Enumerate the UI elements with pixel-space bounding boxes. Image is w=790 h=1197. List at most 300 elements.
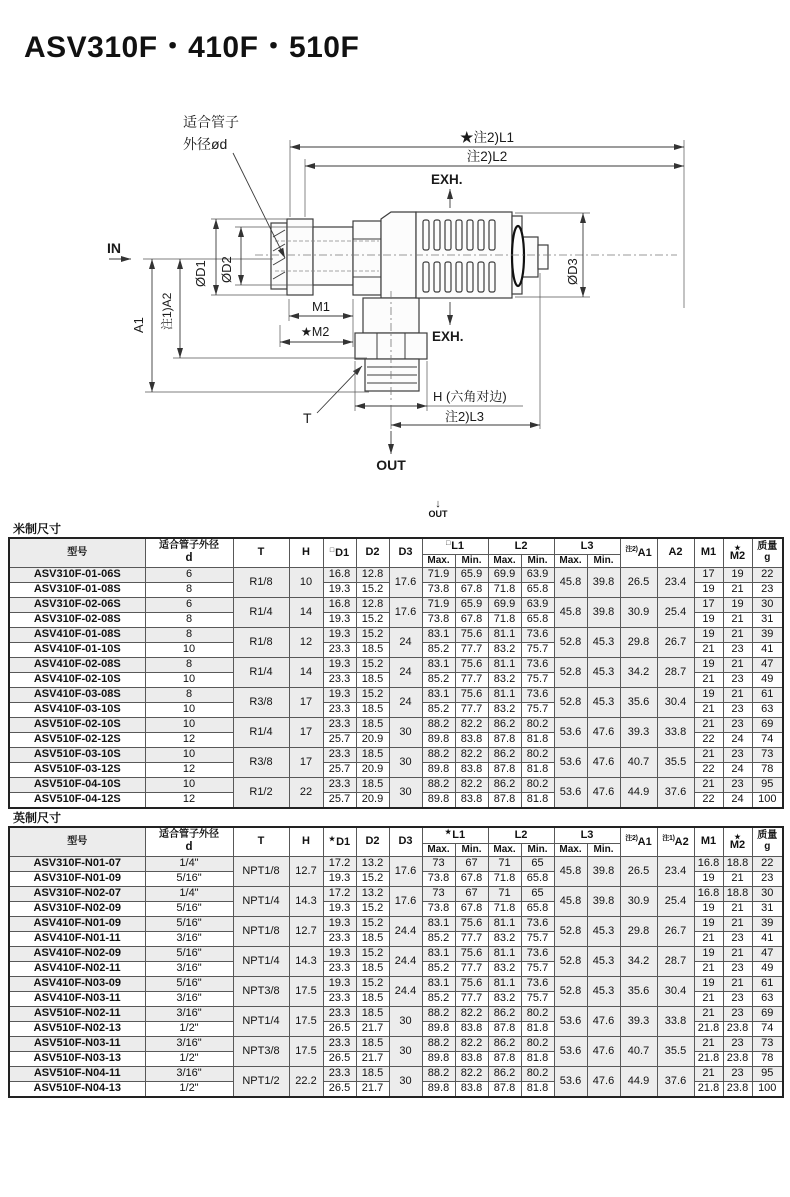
cell: NPT1/4: [233, 1007, 289, 1037]
cell: 45.3: [587, 977, 620, 1007]
cell: 21: [723, 688, 752, 703]
cell: 75.7: [521, 992, 554, 1007]
cell: 45.8: [554, 568, 587, 598]
cell: 3/16": [145, 1007, 233, 1022]
cell: 25.7: [323, 763, 356, 778]
cell: 87.8: [488, 1052, 521, 1067]
cell: 39: [752, 628, 783, 643]
cell: 78: [752, 763, 783, 778]
cell: 63.9: [521, 598, 554, 613]
cell: R1/8: [233, 628, 289, 658]
cell: 73.6: [521, 658, 554, 673]
cell: 71.8: [488, 872, 521, 887]
cell: 24.4: [389, 977, 422, 1007]
dimension-diagram: [85, 95, 705, 485]
cell: 61: [752, 977, 783, 992]
cell: 19: [694, 902, 723, 917]
imperial-table-container: [8, 826, 782, 1098]
cell: 82.2: [455, 748, 488, 763]
cell: 型号: [9, 827, 145, 857]
cell: 41: [752, 643, 783, 658]
cell: 30: [389, 778, 422, 809]
cell: 15.2: [356, 947, 389, 962]
cell: 71.9: [422, 568, 455, 583]
cell: Min.: [455, 844, 488, 857]
cell: 73: [752, 748, 783, 763]
cell: 26.5: [323, 1052, 356, 1067]
table-row: [9, 748, 783, 763]
cell: 47.6: [587, 1007, 620, 1037]
cell: 39.8: [587, 887, 620, 917]
cell: 15.2: [356, 613, 389, 628]
cell: □D1: [323, 538, 356, 568]
cell: 40.7: [620, 1037, 657, 1067]
cell: 19.3: [323, 583, 356, 598]
cell: 89.8: [422, 793, 455, 809]
cell: 19.3: [323, 947, 356, 962]
cell: 67.8: [455, 613, 488, 628]
cell: 23: [723, 1037, 752, 1052]
cell: ASV510F-04-12S: [9, 793, 145, 809]
cell: R1/2: [233, 778, 289, 809]
cell: 26.7: [657, 628, 694, 658]
cell: ASV310F-02-06S: [9, 598, 145, 613]
cell: 77.7: [455, 932, 488, 947]
cell: 17.5: [289, 977, 323, 1007]
cell: 75.7: [521, 643, 554, 658]
fit-tube-label-line1: 适合管子: [183, 114, 239, 130]
cell: 19: [694, 583, 723, 598]
cell: 24: [723, 793, 752, 809]
cell: 17: [694, 568, 723, 583]
cell: 17.6: [389, 887, 422, 917]
cell: 16.8: [694, 857, 723, 872]
cell: 65.9: [455, 598, 488, 613]
cell: 78: [752, 1052, 783, 1067]
cell: 73.6: [521, 628, 554, 643]
cell: 15.2: [356, 658, 389, 673]
table-row: [9, 1067, 783, 1082]
cell: M1: [694, 538, 723, 568]
out-port-label: OUT: [376, 457, 406, 473]
cell: 质量 g: [752, 538, 783, 568]
cell: R1/8: [233, 568, 289, 598]
cell: 23: [723, 748, 752, 763]
cell: 16.8: [323, 598, 356, 613]
cell: 29.8: [620, 628, 657, 658]
cell: 81.1: [488, 917, 521, 932]
cell: 67.8: [455, 583, 488, 598]
cell: 47.6: [587, 1067, 620, 1098]
cell: NPT3/8: [233, 977, 289, 1007]
cell: 17.6: [389, 568, 422, 598]
cell: 73.6: [521, 917, 554, 932]
cell: 24.4: [389, 947, 422, 977]
cell: 52.8: [554, 688, 587, 718]
table-row: [9, 947, 783, 962]
cell: 3/16": [145, 962, 233, 977]
cell: 3/16": [145, 1067, 233, 1082]
cell: 19.3: [323, 613, 356, 628]
cell: 22: [694, 793, 723, 809]
cell: ASV510F-N03-11: [9, 1037, 145, 1052]
cell: 83.8: [455, 793, 488, 809]
cell: 21: [723, 947, 752, 962]
cell: 81.8: [521, 793, 554, 809]
cell: Min.: [587, 844, 620, 857]
cell: 21: [694, 673, 723, 688]
cell: 16.8: [694, 887, 723, 902]
cell: 29.8: [620, 917, 657, 947]
cell: 24.4: [389, 917, 422, 947]
cell: 24: [723, 763, 752, 778]
cell: 5/16": [145, 947, 233, 962]
cell: 71.8: [488, 583, 521, 598]
cell: 23: [752, 583, 783, 598]
cell: NPT1/4: [233, 947, 289, 977]
exh-bottom-label: EXH.: [432, 329, 464, 344]
cell: NPT3/8: [233, 1037, 289, 1067]
cell: 18.5: [356, 778, 389, 793]
cell: 83.8: [455, 1022, 488, 1037]
cell: 18.5: [356, 1007, 389, 1022]
cell: 75.7: [521, 932, 554, 947]
l1-dim-label: ★注2)L1: [459, 130, 515, 145]
cell: 81.8: [521, 1052, 554, 1067]
cell: $^{注2)}$A1: [620, 538, 657, 568]
cell: 63: [752, 992, 783, 1007]
cell: 3/16": [145, 932, 233, 947]
cell: 37.6: [657, 778, 694, 809]
cell: 33.8: [657, 1007, 694, 1037]
cell: 82.2: [455, 1037, 488, 1052]
cell: 88.2: [422, 778, 455, 793]
cell: 10: [145, 703, 233, 718]
cell: 85.2: [422, 673, 455, 688]
cell: 30.9: [620, 887, 657, 917]
cell: 83.2: [488, 932, 521, 947]
out-note-label: OUT: [428, 509, 448, 519]
cell: 67.8: [455, 902, 488, 917]
cell: 26.7: [657, 917, 694, 947]
cell: 89.8: [422, 763, 455, 778]
cell: 16.8: [323, 568, 356, 583]
cell: 21: [694, 703, 723, 718]
cell: 74: [752, 733, 783, 748]
cell: 23: [723, 1007, 752, 1022]
cell: 21: [694, 1067, 723, 1082]
cell: 71: [488, 887, 521, 902]
cell: 39.3: [620, 718, 657, 748]
cell: 83.8: [455, 1052, 488, 1067]
cell: 10: [145, 643, 233, 658]
cell: 10: [145, 718, 233, 733]
cell: Max.: [422, 555, 455, 568]
cell: 74: [752, 1022, 783, 1037]
cell: 87.8: [488, 1022, 521, 1037]
cell: 13.2: [356, 857, 389, 872]
cell: 80.2: [521, 748, 554, 763]
cell: 45.8: [554, 887, 587, 917]
cell: 22: [694, 733, 723, 748]
cell: 22: [694, 763, 723, 778]
cell: T: [233, 538, 289, 568]
cell: 23: [723, 643, 752, 658]
in-port-label: IN: [107, 240, 121, 256]
cell: 52.8: [554, 947, 587, 977]
cell: ASV510F-03-12S: [9, 763, 145, 778]
cell: 83.1: [422, 977, 455, 992]
cell: 53.6: [554, 1037, 587, 1067]
cell: 17.6: [389, 598, 422, 628]
cell: 100: [752, 793, 783, 809]
cell: 81.1: [488, 658, 521, 673]
cell: 18.5: [356, 703, 389, 718]
cell: 77.7: [455, 992, 488, 1007]
cell: 77.7: [455, 962, 488, 977]
imperial-dimensions-table: [8, 826, 784, 1098]
cell: 45.3: [587, 688, 620, 718]
cell: ASV310F-N01-07: [9, 857, 145, 872]
cell: 1/4": [145, 857, 233, 872]
cell: 81.1: [488, 688, 521, 703]
cell: D2: [356, 538, 389, 568]
cell: ASV410F-02-08S: [9, 658, 145, 673]
cell: 19.3: [323, 628, 356, 643]
cell: 22: [289, 778, 323, 809]
cell: 77.7: [455, 673, 488, 688]
cell: 83.2: [488, 703, 521, 718]
cell: 75.6: [455, 688, 488, 703]
cell: 26.5: [323, 1022, 356, 1037]
cell: ASV510F-02-10S: [9, 718, 145, 733]
cell: D2: [356, 827, 389, 857]
cell: 82.2: [455, 1067, 488, 1082]
cell: 85.2: [422, 992, 455, 1007]
cell: 73: [422, 857, 455, 872]
fit-tube-label-line2: 外径ød: [183, 136, 228, 152]
cell: 17.6: [389, 857, 422, 887]
cell: ASV310F-N02-09: [9, 902, 145, 917]
cell: 83.2: [488, 962, 521, 977]
cell: 88.2: [422, 748, 455, 763]
cell: 80.2: [521, 1007, 554, 1022]
cell: 25.4: [657, 887, 694, 917]
cell: Max.: [488, 844, 521, 857]
cell: 19: [694, 613, 723, 628]
cell: 19.3: [323, 902, 356, 917]
cell: 24: [723, 733, 752, 748]
cell: L3: [554, 538, 620, 555]
table-row: [9, 658, 783, 673]
cell: 23.3: [323, 748, 356, 763]
cell: 21.8: [694, 1082, 723, 1098]
cell: NPT1/2: [233, 1067, 289, 1098]
cell: 85.2: [422, 932, 455, 947]
cell: ASV410F-01-10S: [9, 643, 145, 658]
cell: 10: [289, 568, 323, 598]
cell: 83.2: [488, 643, 521, 658]
cell: 23: [723, 962, 752, 977]
cell: 23: [723, 673, 752, 688]
cell: 65: [521, 857, 554, 872]
cell: ★D1: [323, 827, 356, 857]
cell: 12: [289, 628, 323, 658]
cell: 21: [723, 658, 752, 673]
cell: 61: [752, 688, 783, 703]
cell: 适合管子外径 d: [145, 538, 233, 568]
cell: 45.8: [554, 857, 587, 887]
cell: 15.2: [356, 902, 389, 917]
t-thread-label: T: [303, 410, 312, 426]
cell: 18.5: [356, 673, 389, 688]
cell: 45.3: [587, 628, 620, 658]
cell: 45.3: [587, 947, 620, 977]
cell: 1/2": [145, 1022, 233, 1037]
cell: 82.2: [455, 718, 488, 733]
cell: 67.8: [455, 872, 488, 887]
cell: 18.5: [356, 1037, 389, 1052]
cell: 21: [694, 748, 723, 763]
cell: 69: [752, 718, 783, 733]
cell: 8: [145, 658, 233, 673]
cell: 12.8: [356, 568, 389, 583]
cell: 67: [455, 857, 488, 872]
cell: 22.2: [289, 1067, 323, 1098]
cell: ASV410F-02-10S: [9, 673, 145, 688]
cell: ASV410F-N01-11: [9, 932, 145, 947]
cell: 81.1: [488, 628, 521, 643]
cell: ASV310F-01-08S: [9, 583, 145, 598]
cell: 18.5: [356, 992, 389, 1007]
cell: 20.9: [356, 733, 389, 748]
cell: 23: [752, 872, 783, 887]
cell: 85.2: [422, 643, 455, 658]
cell: 26.5: [323, 1082, 356, 1098]
cell: 15.2: [356, 977, 389, 992]
cell: 24: [389, 688, 422, 718]
cell: 75.6: [455, 977, 488, 992]
cell: ASV410F-01-08S: [9, 628, 145, 643]
down-arrow-icon: ↓: [435, 498, 441, 510]
cell: 21.8: [694, 1052, 723, 1067]
table-row: [9, 1037, 783, 1052]
cell: 47.6: [587, 1037, 620, 1067]
cell: Min.: [521, 844, 554, 857]
cell: 49: [752, 962, 783, 977]
cell: 23.3: [323, 718, 356, 733]
cell: 83.8: [455, 1082, 488, 1098]
cell: 26.5: [620, 568, 657, 598]
cell: 23.3: [323, 703, 356, 718]
cell: D3: [389, 827, 422, 857]
cell: 19: [694, 917, 723, 932]
cell: 73.8: [422, 613, 455, 628]
cell: 23.8: [723, 1082, 752, 1098]
cell: 89.8: [422, 1082, 455, 1098]
d2-dim-label: ØD2: [219, 256, 234, 283]
metric-dimensions-table: [8, 537, 784, 809]
cell: 53.6: [554, 718, 587, 748]
cell: T: [233, 827, 289, 857]
cell: 49: [752, 673, 783, 688]
cell: 19.3: [323, 688, 356, 703]
cell: 73.8: [422, 902, 455, 917]
cell: M1: [694, 827, 723, 857]
cell: ASV410F-N02-09: [9, 947, 145, 962]
cell: 69.9: [488, 598, 521, 613]
cell: 21: [723, 628, 752, 643]
cell: 23.3: [323, 1037, 356, 1052]
out-direction-note: [419, 499, 457, 520]
cell: 28.7: [657, 658, 694, 688]
cell: 65.8: [521, 902, 554, 917]
cell: 21.8: [694, 1022, 723, 1037]
cell: 17.5: [289, 1007, 323, 1037]
cell: 21: [694, 643, 723, 658]
cell: 30.9: [620, 598, 657, 628]
cell: 23.3: [323, 673, 356, 688]
cell: 30: [389, 1007, 422, 1037]
cell: 30: [389, 1037, 422, 1067]
cell: 22: [752, 857, 783, 872]
cell: 81.1: [488, 947, 521, 962]
table-row: [9, 568, 783, 583]
cell: 34.2: [620, 947, 657, 977]
cell: L2: [488, 827, 554, 844]
cell: 3/16": [145, 1037, 233, 1052]
cell: 86.2: [488, 748, 521, 763]
cell: 47.6: [587, 748, 620, 778]
cell: 17.5: [289, 1037, 323, 1067]
cell: 39.8: [587, 857, 620, 887]
cell: ASV410F-N03-11: [9, 992, 145, 1007]
cell: 86.2: [488, 778, 521, 793]
cell: 8: [145, 583, 233, 598]
cell: 30: [389, 1067, 422, 1098]
cell: 69.9: [488, 568, 521, 583]
cell: 21: [723, 917, 752, 932]
cell: 34.2: [620, 658, 657, 688]
cell: 13.2: [356, 887, 389, 902]
cell: ASV510F-03-10S: [9, 748, 145, 763]
cell: 40.7: [620, 748, 657, 778]
l2-dim-label: 注2)L2: [466, 149, 508, 164]
m1-dim-label: M1: [311, 299, 331, 314]
cell: 35.5: [657, 1037, 694, 1067]
cell: 80.2: [521, 778, 554, 793]
cell: 21: [694, 778, 723, 793]
cell: ASV310F-02-08S: [9, 613, 145, 628]
cell: 65.8: [521, 613, 554, 628]
cell: 83.1: [422, 947, 455, 962]
cell: 47: [752, 658, 783, 673]
cell: 73.8: [422, 583, 455, 598]
cell: 19: [694, 658, 723, 673]
cell: 88.2: [422, 718, 455, 733]
cell: 81.8: [521, 1082, 554, 1098]
cell: 39: [752, 917, 783, 932]
cell: 23.8: [723, 1052, 752, 1067]
cell: 12.7: [289, 917, 323, 947]
cell: 89.8: [422, 1052, 455, 1067]
cell: 95: [752, 778, 783, 793]
cell: 69: [752, 1007, 783, 1022]
cell: NPT1/8: [233, 857, 289, 887]
cell: 47.6: [587, 778, 620, 809]
cell: 23.4: [657, 568, 694, 598]
cell: 71.8: [488, 613, 521, 628]
